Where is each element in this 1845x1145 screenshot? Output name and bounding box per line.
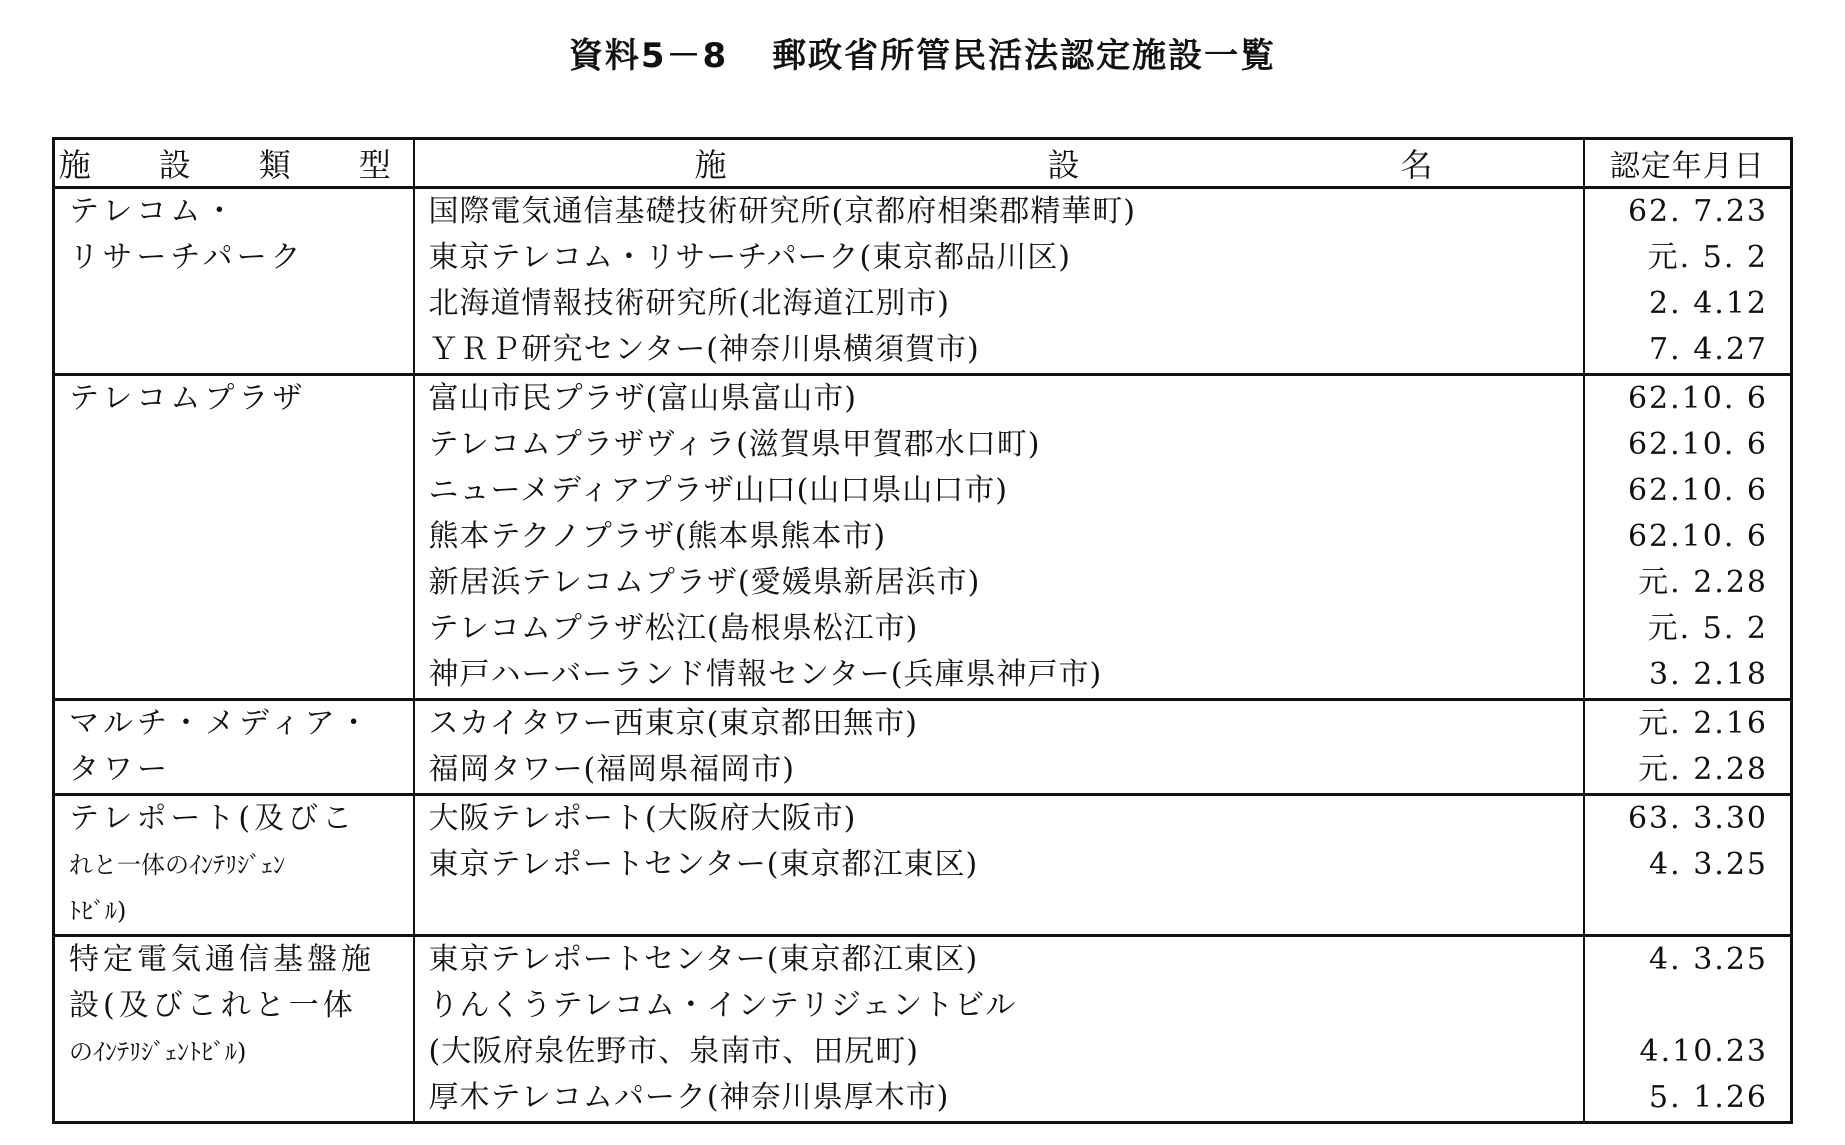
- approval-date: 元. 2.16: [1638, 706, 1768, 741]
- document-label: 資料5－8: [568, 36, 729, 76]
- facility-name: テレコムプラザ松江(島根県松江市): [428, 611, 919, 646]
- facility-cell: [414, 700, 1584, 795]
- facility-name: 福岡タワー(福岡県福岡市): [428, 752, 795, 787]
- date-cell: [1584, 375, 1792, 700]
- facility-cell: [414, 375, 1584, 700]
- approval-date: [1585, 983, 1791, 1029]
- table-group-row: [54, 795, 1792, 936]
- header-name-char: 名: [1400, 146, 1433, 184]
- category-line: 設(及びこれと一体: [69, 988, 357, 1023]
- category-line: テレコムプラザ: [69, 381, 307, 416]
- approval-date: 4.10.23: [1639, 1034, 1768, 1069]
- date-cell: [1584, 188, 1792, 375]
- date-cell: [1584, 795, 1792, 936]
- approval-date: 2. 4.12: [1649, 286, 1768, 321]
- approval-date: 62.10. 6: [1627, 381, 1768, 416]
- category-cell: [54, 936, 414, 1123]
- facility-cell: [414, 936, 1584, 1123]
- category-line: 特定電気通信基盤施: [69, 942, 375, 977]
- approval-date: 4. 3.25: [1649, 847, 1768, 882]
- category-line: ﾄﾋﾞﾙ): [69, 897, 127, 925]
- approval-date: 62.10. 6: [1627, 473, 1768, 508]
- approval-date: 元. 5. 2: [1647, 240, 1768, 275]
- facility-name: ＹＲＰ研究センター(神奈川県横須賀市): [428, 332, 980, 367]
- approval-date: 4. 3.25: [1649, 942, 1768, 977]
- facility-table: [52, 137, 1793, 1124]
- category-line: タワー: [69, 752, 171, 787]
- table-body: [54, 188, 1792, 1123]
- category-line: テレポート(及びこ: [69, 801, 357, 836]
- category-line: テレコム・: [69, 194, 239, 229]
- facility-name: 東京テレポートセンター(東京都江東区): [428, 847, 979, 882]
- table-group-row: [54, 936, 1792, 1123]
- approval-date: 元. 2.28: [1638, 565, 1768, 600]
- header-name-char: 設: [1047, 146, 1080, 184]
- category-line: リサーチパーク: [69, 240, 305, 275]
- facility-name: ニューメディアプラザ山口(山口県山口市): [428, 473, 1009, 508]
- facility-name: (大阪府泉佐野市、泉南市、田尻町): [428, 1034, 919, 1069]
- category-cell: [54, 188, 414, 375]
- table-group-row: [54, 188, 1792, 375]
- category-cell: [54, 795, 414, 936]
- header-name-char: 施: [694, 146, 727, 184]
- header-approval-date: 認定年月日: [1584, 139, 1792, 188]
- header-row: [54, 139, 1792, 188]
- facility-name: 新居浜テレコムプラザ(愛媛県新居浜市): [428, 565, 981, 600]
- facility-name: 神戸ハーバーランド情報センター(兵庫県神戸市): [428, 657, 1103, 692]
- date-cell: [1584, 700, 1792, 795]
- facility-name: 東京テレポートセンター(東京都江東区): [428, 942, 979, 977]
- table-group-row: [54, 700, 1792, 795]
- facility-cell: [414, 188, 1584, 375]
- facility-cell: [414, 795, 1584, 936]
- empty-line: [415, 888, 1583, 934]
- approval-date: 62. 7.23: [1627, 194, 1768, 229]
- category-line: れと一体のｲﾝﾃﾘｼﾞｪﾝ: [69, 851, 285, 879]
- category-cell: [54, 700, 414, 795]
- facility-name: 厚木テレコムパーク(神奈川県厚木市): [428, 1080, 950, 1115]
- facility-name: 国際電気通信基礎技術研究所(京都府相楽郡精華町): [428, 194, 1136, 229]
- category-line: のｲﾝﾃﾘｼﾞｪﾝﾄﾋﾞﾙ): [69, 1038, 247, 1066]
- approval-date: 元. 2.28: [1638, 752, 1768, 787]
- facility-name: 大阪テレポート(大阪府大阪市): [428, 801, 857, 836]
- header-facility-type: 施 設 類 型: [54, 139, 414, 188]
- facility-name: 富山市民プラザ(富山県富山市): [428, 381, 857, 416]
- approval-date: 62.10. 6: [1627, 427, 1768, 462]
- facility-name: りんくうテレコム・インテリジェントビル: [428, 988, 1017, 1023]
- facility-name: 北海道情報技術研究所(北海道江別市): [428, 286, 950, 321]
- category-line: マルチ・メディア・: [69, 706, 373, 741]
- facility-name: スカイタワー西東京(東京都田無市): [428, 706, 919, 741]
- page-title: [0, 28, 1845, 77]
- header-facility-name: [414, 139, 1584, 188]
- facility-name: テレコムプラザヴィラ(滋賀県甲賀郡水口町): [428, 427, 1041, 462]
- approval-date: 3. 2.18: [1649, 657, 1768, 692]
- table-group-row: [54, 375, 1792, 700]
- date-cell: [1584, 936, 1792, 1123]
- facility-name: 東京テレコム・リサーチパーク(東京都品川区): [428, 240, 1071, 275]
- approval-date: 5. 1.26: [1649, 1080, 1768, 1115]
- empty-line: [1585, 888, 1791, 934]
- approval-date: 63. 3.30: [1627, 801, 1768, 836]
- category-cell: [54, 375, 414, 700]
- approval-date: 62.10. 6: [1627, 519, 1768, 554]
- approval-date: 元. 5. 2: [1647, 611, 1768, 646]
- document-title: 郵政省所管民活法認定施設一覧: [772, 36, 1277, 76]
- facility-name: 熊本テクノプラザ(熊本県熊本市): [428, 519, 887, 554]
- approval-date: 7. 4.27: [1649, 332, 1768, 367]
